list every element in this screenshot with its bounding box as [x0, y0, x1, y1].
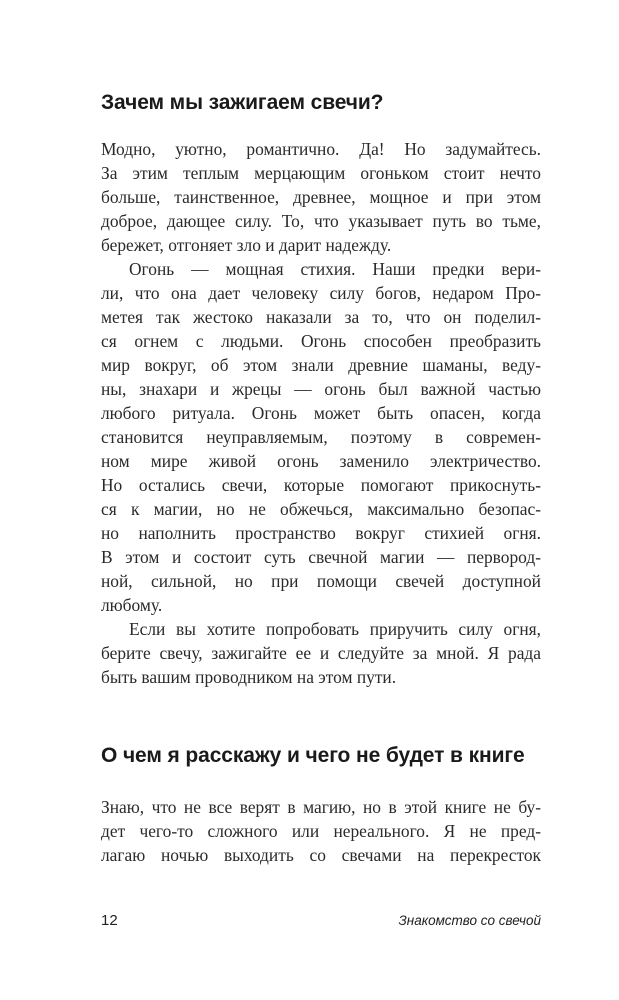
- text-line: Знаю, что не все верят в магию, но в этой книге не бу-: [101, 797, 541, 817]
- text-line: берите свечу, зажигайте ее и следуйте за мной. Я рада: [101, 643, 541, 663]
- text-line: ной, сильной, но при помощи свечей доступной: [101, 571, 541, 591]
- text-line: ся к магии, но не обжечься, максимально безопас-: [101, 499, 541, 519]
- text-line: дет чего-то сложного или нереального. Я не пред-: [101, 821, 541, 841]
- text-line: бережет, отгоняет зло и дарит надежду.: [101, 235, 392, 255]
- running-title: Знакомство со свечой: [398, 913, 541, 928]
- section-body: [101, 137, 541, 689]
- text-line: становится неуправляемым, поэтому в современ-: [101, 427, 541, 447]
- text-line: любого ритуала. Огонь может быть опасен, когда: [101, 403, 541, 423]
- text-line: За этим теплым мерцающим огоньком стоит нечто: [101, 163, 541, 183]
- text-line: доброе, дающее силу. То, что указывает путь во тьме,: [101, 211, 541, 231]
- section-heading: Зачем мы зажигаем свечи?: [101, 91, 384, 114]
- text-line: Если вы хотите попробовать приручить силу огня,: [129, 619, 541, 639]
- text-line: больше, таинственное, древнее, мощное и при этом: [101, 187, 541, 207]
- text-line: быть вашим проводником на этом пути.: [101, 667, 397, 687]
- text-line: мир вокруг, об этом знали древние шаманы, веду-: [101, 355, 541, 375]
- text-line: ся огнем с людьми. Огонь способен преобразить: [101, 331, 541, 351]
- text-line: но наполнить пространство вокруг стихией огня.: [101, 523, 541, 543]
- section-heading: О чем я расскажу и чего не будет в книге: [101, 744, 525, 767]
- section-body: [101, 795, 541, 867]
- paragraph: [101, 617, 541, 689]
- paragraph: [101, 795, 541, 867]
- text-line: ли, что она дает человеку силу богов, недаром Про-: [101, 283, 541, 303]
- text-line: лагаю ночью выходить со свечами на перекресток: [101, 845, 541, 865]
- paragraph: [101, 257, 541, 617]
- text-line: Модно, уютно, романтично. Да! Но задумайтесь.: [101, 139, 541, 159]
- text-line: Огонь — мощная стихия. Наши предки вери-: [129, 259, 541, 279]
- text-line: ны, знахари и жрецы — огонь был важной частью: [101, 379, 541, 399]
- paragraph: [101, 137, 541, 257]
- text-line: ном мире живой огонь заменило электричество.: [101, 451, 541, 471]
- text-line: Но остались свечи, которые помогают прикоснуть-: [101, 475, 541, 495]
- page-number: 12: [101, 912, 118, 929]
- text-line: метея так жестоко наказали за то, что он поделил-: [101, 307, 541, 327]
- text-line: любому.: [101, 595, 163, 615]
- text-line: В этом и состоит суть свечной магии — первород-: [101, 547, 541, 567]
